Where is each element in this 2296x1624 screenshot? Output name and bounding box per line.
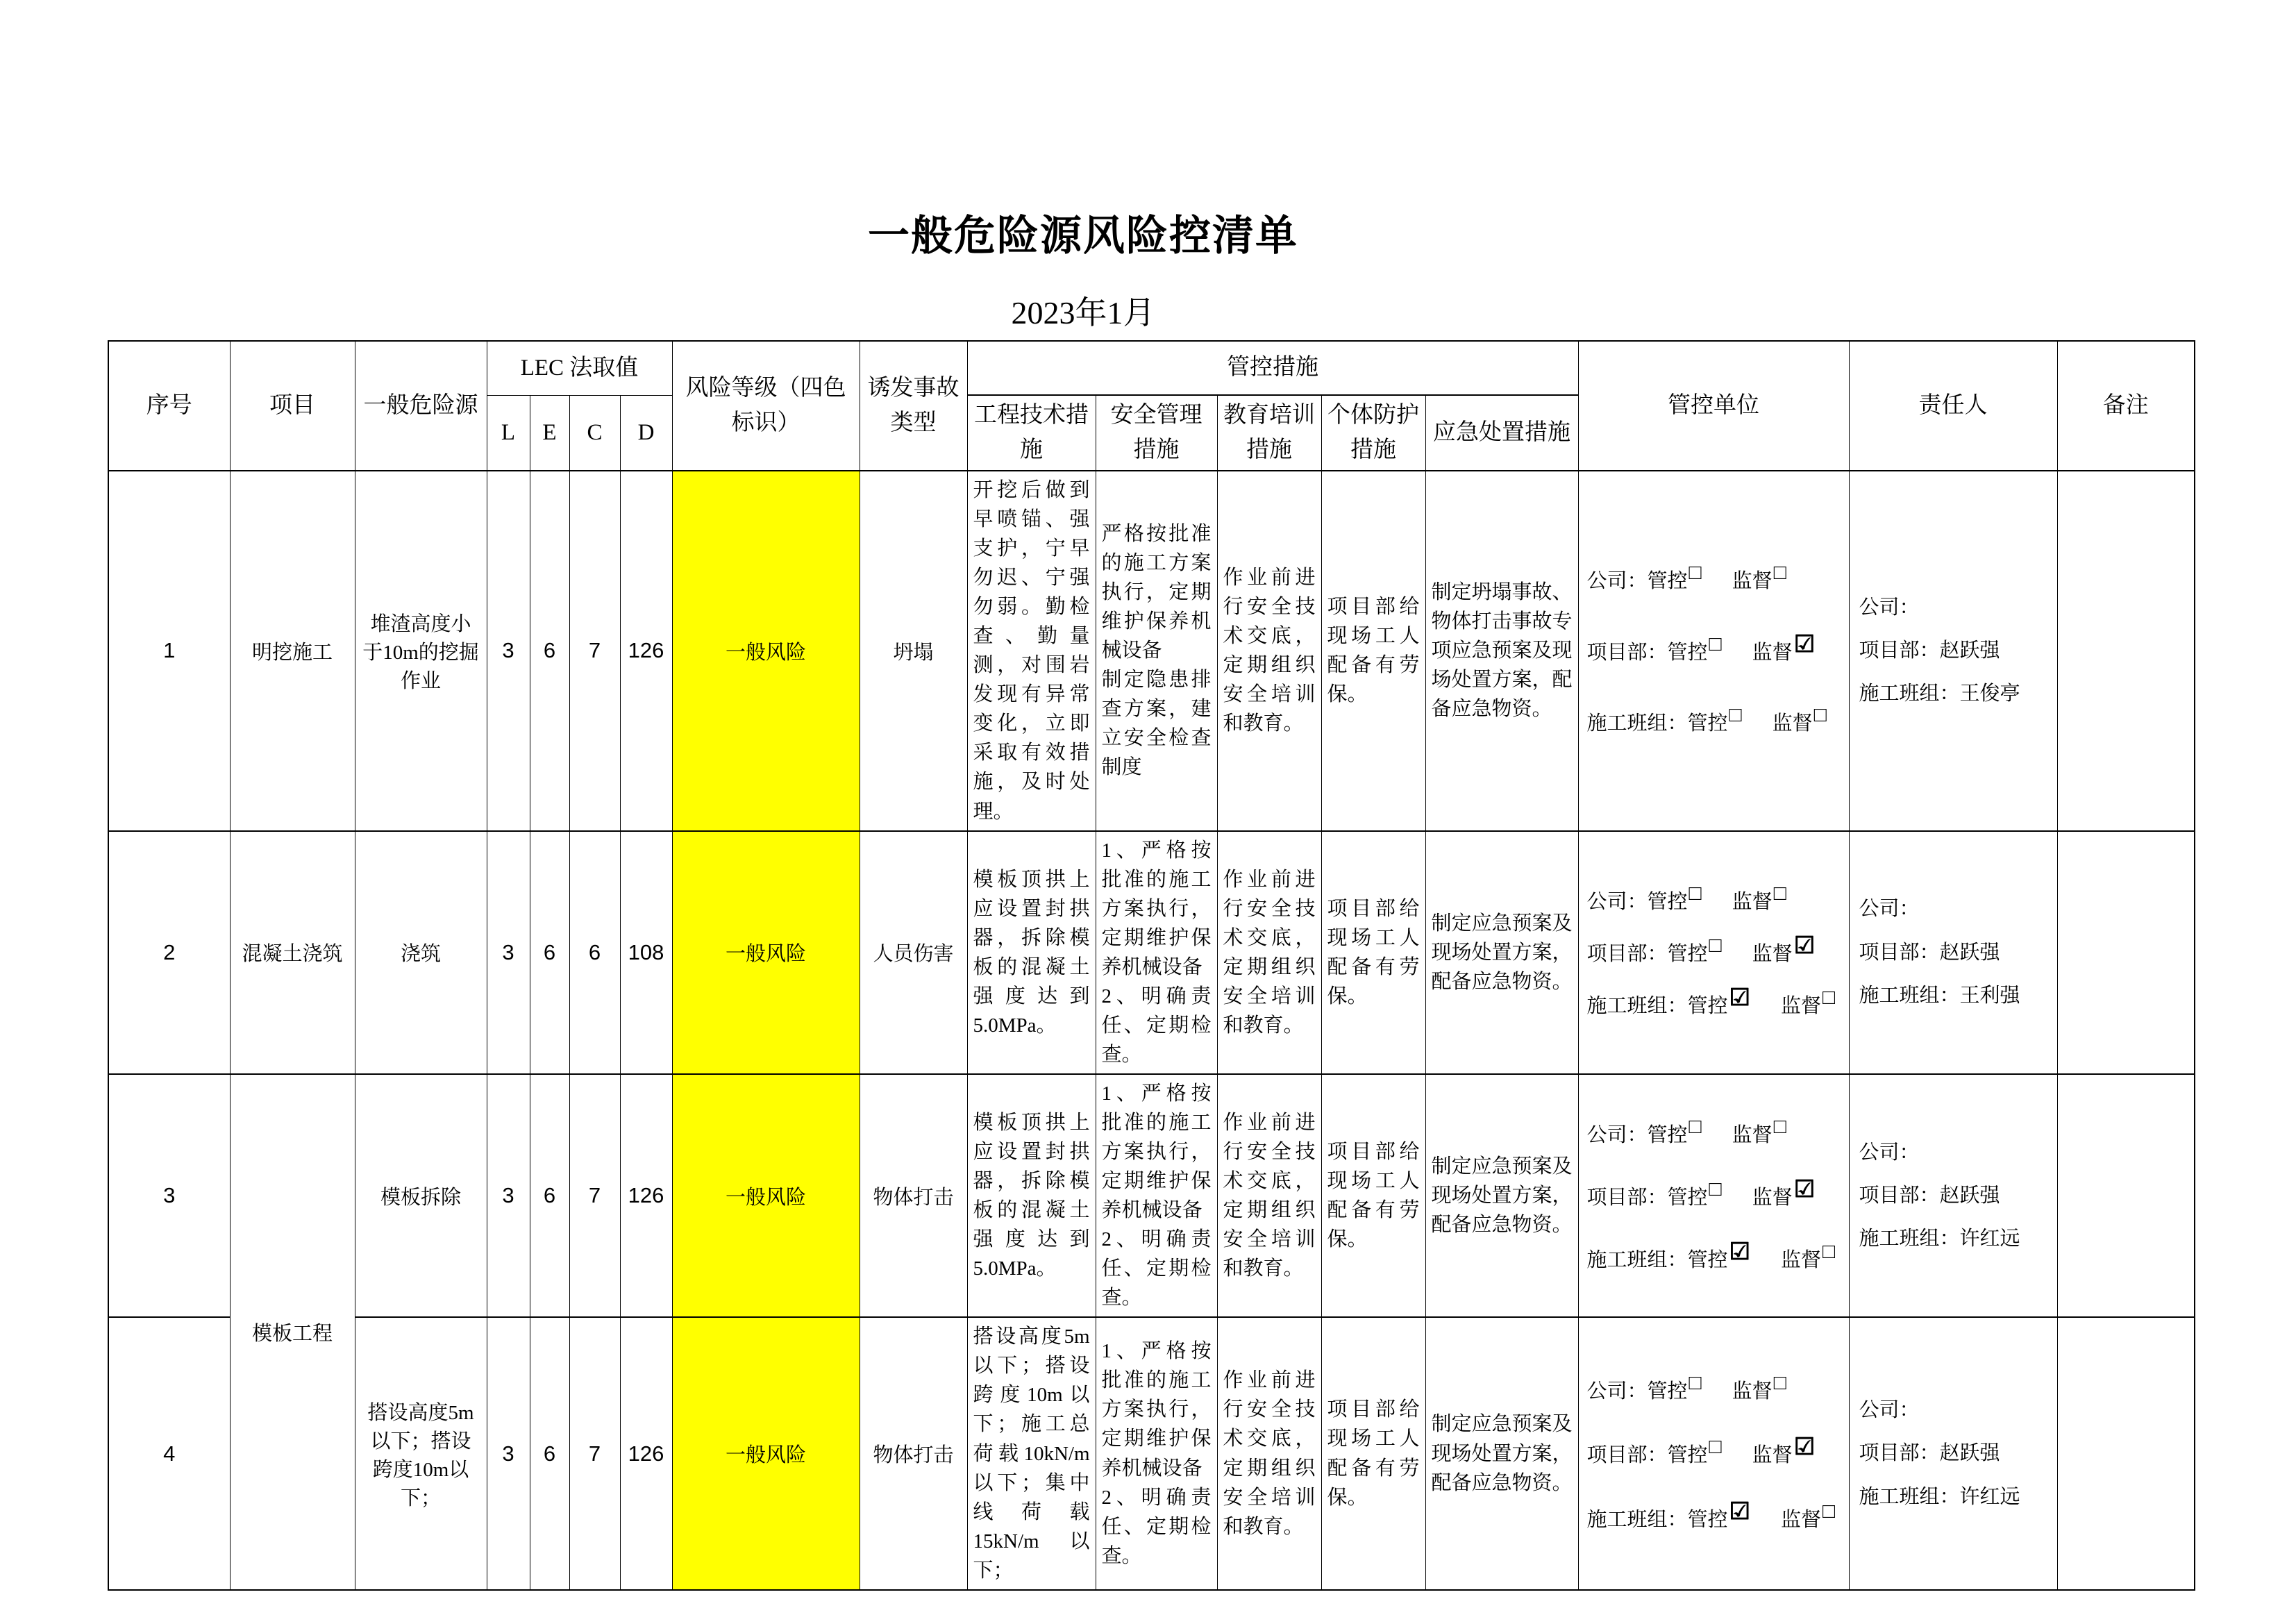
checkbox-checked-icon: ☑ [1729,1238,1751,1265]
cell-serial: 4 [108,1317,230,1589]
col-header-lec-e: E [530,395,569,471]
cell-measure-emergency: 制定坍塌事故、物体打击事故专项应急预案及现场处置方案，配备应急物资。 [1425,471,1578,831]
col-header-remark: 备注 [2057,341,2195,471]
control-unit-line: 项目部：管控□ 监督☑ [1586,932,1816,966]
checkbox-unchecked-icon: □ [1689,1114,1702,1138]
responsible-line: 项目部：赵跃强 [1859,1442,2000,1465]
cell-lec-c: 7 [569,1317,620,1589]
checkbox-unchecked-icon: □ [1822,986,1836,1010]
cell-measure-safety [1096,471,1217,831]
cell-measure-emergency: 制定应急预案及现场处置方案，配备应急物资。 [1425,831,1578,1074]
control-unit-line: 公司：管控□ 监督□ [1586,1371,1786,1403]
cell-lec-d: 108 [620,831,672,1074]
cell-control-unit [1578,471,1849,831]
checkbox-unchecked-icon: □ [1773,1371,1786,1394]
measure-paragraph: 1、严格按批准的施工方案执行，定期维护保养机械设备 [1101,1340,1212,1480]
checkbox-unchecked-icon: □ [1813,703,1827,727]
table-row [108,1074,2195,1317]
cell-measure-education: 作业前进行安全技术交底，定期组织安全培训和教育。 [1217,1317,1321,1589]
cell-responsible [1849,1317,2057,1589]
checkbox-unchecked-icon: □ [1689,561,1702,585]
cell-measure-engineering: 模板顶拱上应设置封拱器，拆除模板的混凝土强度达到5.0MPa。 [967,831,1096,1074]
control-unit-line: 施工班组：管控☑ 监督□ [1586,1238,1836,1271]
control-unit-lines [1587,1339,1841,1568]
checkbox-checked-icon: ☑ [1729,1498,1751,1525]
cell-measure-education: 作业前进行安全技术交底，定期组织安全培训和教育。 [1217,831,1321,1074]
checkbox-unchecked-icon: □ [1689,1371,1702,1394]
responsible-line: 施工班组：许红远 [1859,1485,2020,1508]
cell-measure-ppe: 项目部给现场工人配备有劳保。 [1321,471,1425,831]
cell-measure-engineering: 搭设高度5m以下；搭设跨度10m以下；施工总荷载10kN/m以下；集中线荷载15kN/m以下； [967,1317,1096,1589]
cell-serial: 3 [108,1074,230,1317]
measure-paragraph: 2、明确责任、定期检查。 [1101,1228,1212,1309]
col-header-risk-level: 风险等级（四色标识） [672,341,860,471]
cell-lec-c: 6 [569,831,620,1074]
cell-remark [2057,1074,2195,1317]
responsible-line: 项目部：赵跃强 [1859,1184,2000,1207]
cell-risk-level: 一般风险 [672,831,860,1074]
responsible-line: 施工班组：王俊亭 [1859,683,2020,705]
col-header-lec-d: D [620,395,672,471]
cell-accident-type: 坍塌 [860,471,967,831]
measure-paragraph: 1、严格按批准的施工方案执行，定期维护保养机械设备 [1101,1082,1212,1222]
control-unit-line: 公司：管控□ 监督□ [1586,882,1786,914]
cell-measure-engineering: 模板顶拱上应设置封拱器，拆除模板的混凝土强度达到5.0MPa。 [967,1074,1096,1317]
cell-measure-safety [1096,831,1217,1074]
risk-control-table [108,340,2195,1591]
measure-paragraph: 2、明确责任、定期检查。 [1101,985,1212,1066]
cell-lec-d: 126 [620,1317,672,1589]
col-header-responsible: 责任人 [1849,341,2057,471]
col-header-measure-education: 教育培训措施 [1217,395,1321,471]
control-unit-line: 施工班组：管控☑ 监督□ [1586,1498,1836,1531]
control-unit-lines [1587,1085,1841,1307]
cell-remark [2057,471,2195,831]
cell-lec-e: 6 [530,1074,569,1317]
cell-responsible [1849,831,2057,1074]
measure-paragraph: 严格按批准的施工方案执行，定期维护保养机械设备 [1101,523,1212,662]
measure-paragraph: 1、严格按批准的施工方案执行，定期维护保养机械设备 [1101,839,1212,978]
checkbox-checked-icon: ☑ [1793,932,1816,960]
cell-hazard: 堆渣高度小于10m的挖掘作业 [355,471,487,831]
checkbox-unchecked-icon: □ [1773,882,1786,905]
cell-lec-e: 6 [530,1317,569,1589]
cell-accident-type: 人员伤害 [860,831,967,1074]
cell-lec-c: 7 [569,1074,620,1317]
cell-lec-c: 7 [569,471,620,831]
cell-measure-emergency: 制定应急预案及现场处置方案，配备应急物资。 [1425,1074,1578,1317]
checkbox-unchecked-icon: □ [1689,882,1702,905]
cell-accident-type: 物体打击 [860,1074,967,1317]
page-subtitle: 2023年1月 [1011,295,1155,330]
cell-remark [2057,1317,2195,1589]
cell-measure-education: 作业前进行安全技术交底，定期组织安全培训和教育。 [1217,1074,1321,1317]
checkbox-unchecked-icon: □ [1773,1114,1786,1138]
cell-lec-l: 3 [487,471,530,831]
col-header-hazard: 一般危险源 [355,341,487,471]
cell-control-unit [1578,831,1849,1074]
control-unit-line: 施工班组：管控☑ 监督□ [1586,985,1836,1018]
cell-control-unit [1578,1317,1849,1589]
cell-measure-ppe: 项目部给现场工人配备有劳保。 [1321,831,1425,1074]
checkbox-unchecked-icon: □ [1709,632,1722,655]
col-header-measure-emergency: 应急处置措施 [1425,395,1578,471]
control-unit-lines [1587,523,1841,779]
cell-risk-level: 一般风险 [672,471,860,831]
col-header-measure-ppe: 个体防护措施 [1321,395,1425,471]
cell-remark [2057,831,2195,1074]
control-unit-line: 公司：管控□ 监督□ [1586,561,1786,593]
col-header-measure-safety: 安全管理措施 [1096,395,1217,471]
cell-lec-d: 126 [620,1074,672,1317]
cell-responsible [1849,1074,2057,1317]
col-header-lec-c: C [569,395,620,471]
control-unit-line: 项目部：管控□ 监督☑ [1586,1175,1816,1209]
checkbox-checked-icon: ☑ [1793,1434,1816,1461]
measure-paragraph: 制定隐患排查方案，建立安全检查制度 [1101,669,1212,779]
responsible-line: 公司： [1859,1399,1920,1421]
checkbox-checked-icon: ☑ [1793,1175,1816,1203]
control-unit-line: 公司：管控□ 监督□ [1586,1114,1786,1146]
cell-project: 混凝土浇筑 [230,831,355,1074]
cell-accident-type: 物体打击 [860,1317,967,1589]
cell-lec-l: 3 [487,831,530,1074]
cell-measure-engineering: 开挖后做到早喷锚、强支护，宁早勿迟、宁强勿弱。勤检查、勤量测，对围岩发现有异常变化，立即采取有效措施，及时处理。 [967,471,1096,831]
responsible-line: 公司： [1859,898,1920,921]
cell-hazard: 搭设高度5m以下；搭设跨度10m以下； [355,1317,487,1589]
cell-project: 明挖施工 [230,471,355,831]
cell-measure-ppe: 项目部给现场工人配备有劳保。 [1321,1074,1425,1317]
col-header-control-unit: 管控单位 [1578,341,1849,471]
measure-paragraph: 2、明确责任、定期检查。 [1101,1486,1212,1567]
responsible-line: 项目部：赵跃强 [1859,639,2000,662]
cell-control-unit [1578,1074,1849,1317]
control-unit-line: 施工班组：管控□ 监督□ [1586,703,1827,735]
control-unit-line: 项目部：管控□ 监督☑ [1586,1434,1816,1467]
cell-measure-safety [1096,1317,1217,1589]
control-unit-line: 项目部：管控□ 监督☑ [1586,630,1816,664]
responsible-line: 施工班组：许红远 [1859,1228,2020,1250]
col-header-project: 项目 [230,341,355,471]
col-header-accident-type: 诱发事故类型 [860,341,967,471]
cell-measure-emergency: 制定应急预案及现场处置方案，配备应急物资。 [1425,1317,1578,1589]
table-row [108,1317,2195,1589]
cell-hazard: 模板拆除 [355,1074,487,1317]
table-row [108,831,2195,1074]
cell-measure-education: 作业前进行安全技术交底，定期组织安全培训和教育。 [1217,471,1321,831]
responsible-line: 公司： [1859,596,1920,619]
checkbox-unchecked-icon: □ [1709,934,1722,957]
checkbox-unchecked-icon: □ [1709,1177,1722,1200]
page-title: 一般危险源风险控清单 [868,212,1298,259]
checkbox-checked-icon: ☑ [1729,985,1751,1012]
checkbox-unchecked-icon: □ [1729,703,1742,727]
control-unit-lines [1587,862,1841,1042]
responsible-line: 施工班组：王利强 [1859,984,2020,1007]
col-header-measure-engineering: 工程技术措施 [967,395,1096,471]
col-header-lec-l: L [487,395,530,471]
cell-hazard: 浇筑 [355,831,487,1074]
cell-lec-d: 126 [620,471,672,831]
cell-risk-level: 一般风险 [672,1074,860,1317]
cell-risk-level: 一般风险 [672,1317,860,1589]
cell-serial: 2 [108,831,230,1074]
cell-lec-e: 6 [530,471,569,831]
cell-project: 模板工程 [230,1074,355,1590]
responsible-line: 项目部：赵跃强 [1859,941,2000,964]
table-row [108,471,2195,831]
cell-lec-l: 3 [487,1317,530,1589]
col-header-measures-group: 管控措施 [967,341,1578,395]
checkbox-unchecked-icon: □ [1822,1499,1836,1523]
checkbox-unchecked-icon: □ [1822,1239,1836,1263]
cell-measure-safety [1096,1074,1217,1317]
header-row-top [108,341,2195,395]
checkbox-checked-icon: ☑ [1793,630,1816,658]
cell-responsible [1849,471,2057,831]
responsible-line: 公司： [1859,1141,1920,1164]
col-header-serial: 序号 [108,341,230,471]
col-header-lec-group: LEC 法取值 [487,341,672,395]
cell-measure-ppe: 项目部给现场工人配备有劳保。 [1321,1317,1425,1589]
cell-lec-l: 3 [487,1074,530,1317]
cell-serial: 1 [108,471,230,831]
checkbox-unchecked-icon: □ [1709,1435,1722,1459]
cell-lec-e: 6 [530,831,569,1074]
checkbox-unchecked-icon: □ [1773,561,1786,585]
